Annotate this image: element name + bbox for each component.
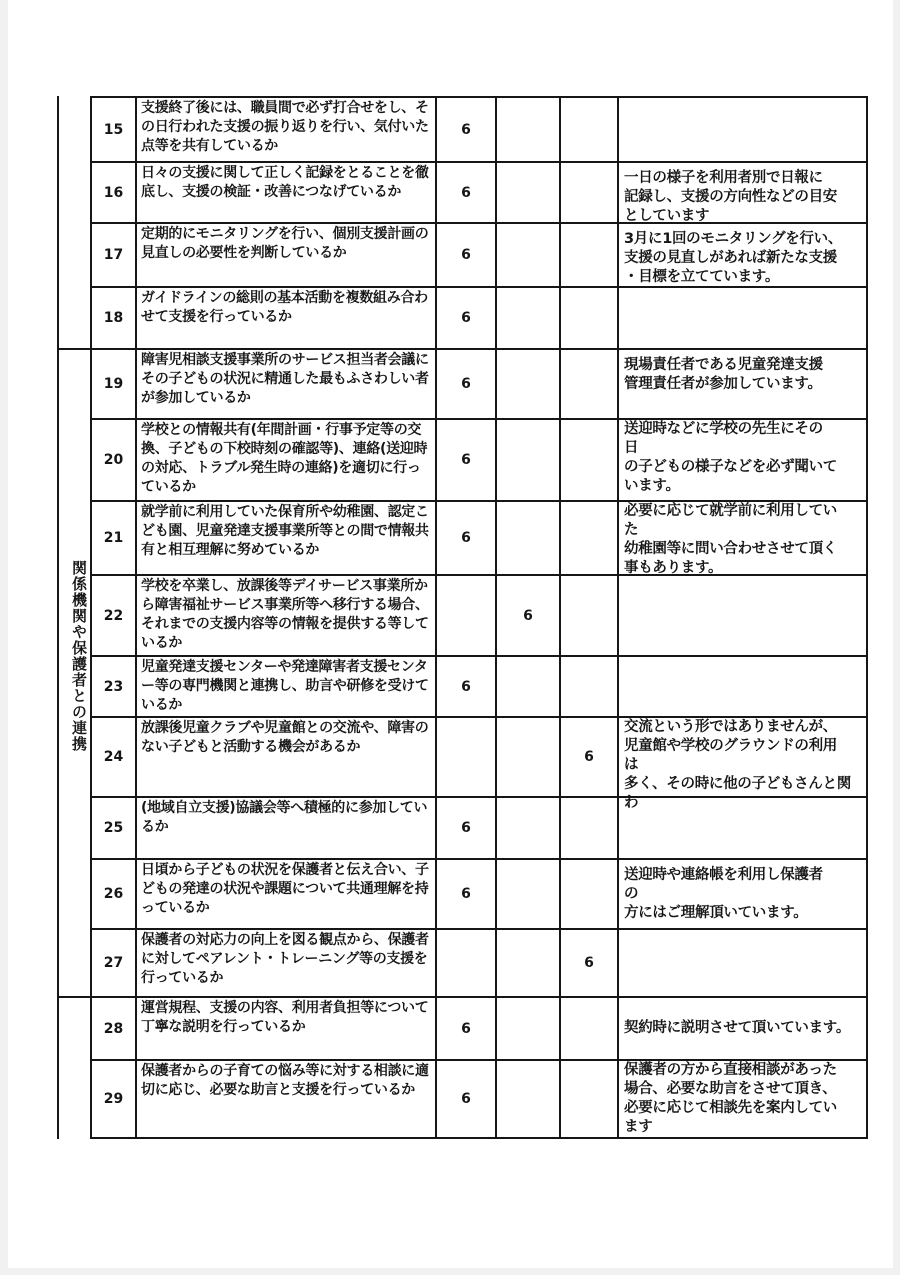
value-col-1: 6 (435, 224, 495, 286)
row-number: 19 (90, 350, 135, 418)
item-text: 放課後児童クラブや児童館との交流や、障害のない子どもと活動する機会があるか (135, 718, 435, 796)
table-row (90, 574, 868, 655)
row-number: 25 (90, 798, 135, 858)
value-col-1: 6 (435, 657, 495, 716)
note-text (617, 576, 868, 655)
value-col-3 (559, 1061, 617, 1137)
value-col-2 (495, 350, 559, 418)
row-number: 21 (90, 502, 135, 574)
note-line: 現場責任者である児童発達支援 (624, 357, 823, 373)
note-text (617, 798, 868, 858)
value-col-3 (559, 576, 617, 655)
item-text: 就学前に利用していた保育所や幼稚園、認定こども園、児童発達支援事業所等との間で情報共有と相互理解に努めているか (135, 502, 435, 574)
value-col-1 (435, 576, 495, 655)
note-line: は (624, 757, 639, 773)
note-text (617, 420, 868, 500)
value-col-2 (495, 288, 559, 348)
value-col-3 (559, 860, 617, 928)
item-text: 日々の支援に関して正しく記録をとることを徹底し、支援の検証・改善につなげているか (135, 163, 435, 222)
item-text: (地域自立支援)協議会等へ積極的に参加しているか (135, 798, 435, 858)
table-row (90, 286, 868, 348)
value-col-2 (495, 798, 559, 858)
item-text: 学校との情報共有(年間計画・行事予定等の交換、子どもの下校時刻の確認等)、連絡(送迎時の対応、トラブル発生時の連絡)を適切に行っているか (135, 420, 435, 500)
group-boundary (57, 996, 90, 998)
note-text (617, 224, 868, 286)
row-number: 29 (90, 1061, 135, 1137)
note-line: 一日の様子を利用者別で日報に (624, 170, 823, 186)
value-col-2 (495, 98, 559, 161)
item-text: ガイドラインの総則の基本活動を複数組み合わせて支援を行っているか (135, 288, 435, 348)
note-text (617, 1061, 868, 1137)
value-col-3: 6 (559, 718, 617, 796)
value-col-3 (559, 420, 617, 500)
table-row (90, 96, 868, 161)
value-col-1 (435, 930, 495, 996)
note-line: 必要に応じて就学前に利用してい (624, 503, 837, 519)
note-line: 3月に1回のモニタリングを行い、 (624, 231, 843, 247)
note-text (617, 98, 868, 161)
note-line: 保護者の方から直接相談があった (624, 1062, 837, 1078)
note-text (617, 930, 868, 996)
value-col-2 (495, 998, 559, 1059)
note-line: ・目標を立てています。 (624, 269, 780, 285)
item-text: 支援終了後には、職員間で必ず打合せをし、その日行われた支援の振り返りを行い、気付いた点等を共有しているか (135, 98, 435, 161)
value-col-1: 6 (435, 420, 495, 500)
value-col-1: 6 (435, 1061, 495, 1137)
value-col-1: 6 (435, 350, 495, 418)
note-text (617, 502, 868, 574)
note-line: 記録し、支援の方向性などの目安 (624, 189, 837, 205)
value-col-2 (495, 420, 559, 500)
value-col-1: 6 (435, 163, 495, 222)
note-line: 交流という形ではありませんが、 (624, 719, 837, 735)
note-line: 送迎時や連絡帳を利用し保護者 (624, 867, 823, 883)
value-col-2 (495, 718, 559, 796)
note-text (617, 657, 868, 716)
row-number: 18 (90, 288, 135, 348)
note-line: 多く、その時に他の子どもさんと関 (624, 776, 851, 792)
table-row (90, 858, 868, 928)
value-col-2: 6 (495, 576, 559, 655)
note-text (617, 998, 868, 1059)
note-line: ます (624, 1119, 653, 1135)
table-row (90, 996, 868, 1059)
note-line: としています (624, 208, 710, 224)
value-col-1: 6 (435, 98, 495, 161)
note-line: わ (624, 795, 639, 811)
note-text (617, 163, 868, 222)
value-col-2 (495, 657, 559, 716)
row-number: 27 (90, 930, 135, 996)
row-number: 23 (90, 657, 135, 716)
item-text: 障害児相談支援事業所のサービス担当者会議にその子どもの状況に精通した最もふさわしい者が参加しているか (135, 350, 435, 418)
item-text: 児童発達支援センターや発達障害者支援センター等の専門機関と連携し、助言や研修を受けているか (135, 657, 435, 716)
table-row (90, 418, 868, 500)
value-col-1: 6 (435, 998, 495, 1059)
group-label: 関係機関や保護者との連携 (70, 560, 88, 752)
note-line: 必要に応じて相談先を案内してい (624, 1100, 837, 1116)
value-col-1: 6 (435, 288, 495, 348)
value-col-3 (559, 288, 617, 348)
note-line: 児童館や学校のグラウンドの利用 (624, 738, 837, 754)
value-col-3 (559, 502, 617, 574)
value-col-1 (435, 718, 495, 796)
table-row (90, 655, 868, 716)
value-col-2 (495, 163, 559, 222)
table-row (90, 500, 868, 574)
value-col-3 (559, 350, 617, 418)
value-col-1: 6 (435, 502, 495, 574)
table-row (90, 222, 868, 286)
table-row (90, 348, 868, 418)
table-row (90, 1059, 868, 1139)
value-col-2 (495, 502, 559, 574)
value-col-2 (495, 1061, 559, 1137)
table-row (90, 161, 868, 222)
note-line: 幼稚園等に問い合わせさせて頂く (624, 541, 837, 557)
value-col-2 (495, 224, 559, 286)
group-boundary (57, 348, 90, 350)
group-divider (57, 996, 59, 1139)
row-number: 26 (90, 860, 135, 928)
value-col-2 (495, 930, 559, 996)
value-col-2 (495, 860, 559, 928)
row-number: 15 (90, 98, 135, 161)
value-col-3 (559, 998, 617, 1059)
note-line: の子どもの様子などを必ず聞いて (624, 459, 837, 475)
group-divider (57, 96, 59, 348)
note-line: 日 (624, 440, 639, 456)
item-text: 定期的にモニタリングを行い、個別支援計画の見直しの必要性を判断しているか (135, 224, 435, 286)
note-text (617, 350, 868, 418)
row-number: 28 (90, 998, 135, 1059)
note-text (617, 860, 868, 928)
item-text: 日頃から子どもの状況を保護者と伝え合い、子どもの発達の状況や課題について共通理解を持っているか (135, 860, 435, 928)
value-col-3 (559, 98, 617, 161)
group-divider (57, 348, 59, 996)
item-text: 学校を卒業し、放課後等デイサービス事業所から障害福祉サービス事業所等へ移行する場合、それまでの支援内容等の情報を提供する等しているか (135, 576, 435, 655)
note-line: た (624, 522, 639, 538)
value-col-3 (559, 657, 617, 716)
row-number: 22 (90, 576, 135, 655)
table-row (90, 716, 868, 811)
value-col-1: 6 (435, 860, 495, 928)
table-row (90, 796, 868, 858)
note-line: 場合、必要な助言をさせて頂き、 (624, 1081, 837, 1097)
value-col-3 (559, 224, 617, 286)
note-line: 管理責任者が参加しています。 (624, 376, 822, 392)
item-text: 運営規程、支援の内容、利用者負担等について丁寧な説明を行っているか (135, 998, 435, 1059)
note-line: 支援の見直しがあれば新たな支援 (624, 250, 837, 266)
value-col-3 (559, 798, 617, 858)
note-line: 事もあります。 (624, 560, 723, 576)
value-col-1: 6 (435, 798, 495, 858)
note-line: 送迎時などに学校の先生にその (624, 421, 823, 437)
note-line: の (624, 886, 639, 902)
row-number: 24 (90, 718, 135, 796)
note-line: 契約時に説明させて頂いています。 (624, 1019, 851, 1036)
note-text (617, 288, 868, 348)
table-row (90, 928, 868, 996)
note-line: 方にはご理解頂いています。 (624, 905, 808, 921)
row-number: 17 (90, 224, 135, 286)
note-text (617, 718, 868, 811)
row-number: 20 (90, 420, 135, 500)
value-col-3 (559, 163, 617, 222)
row-number: 16 (90, 163, 135, 222)
note-line: います。 (624, 478, 680, 494)
item-text: 保護者の対応力の向上を図る観点から、保護者に対してペアレント・トレーニング等の支援を行っているか (135, 930, 435, 996)
value-col-3: 6 (559, 930, 617, 996)
item-text: 保護者からの子育ての悩み等に対する相談に適切に応じ、必要な助言と支援を行っているか (135, 1061, 435, 1137)
